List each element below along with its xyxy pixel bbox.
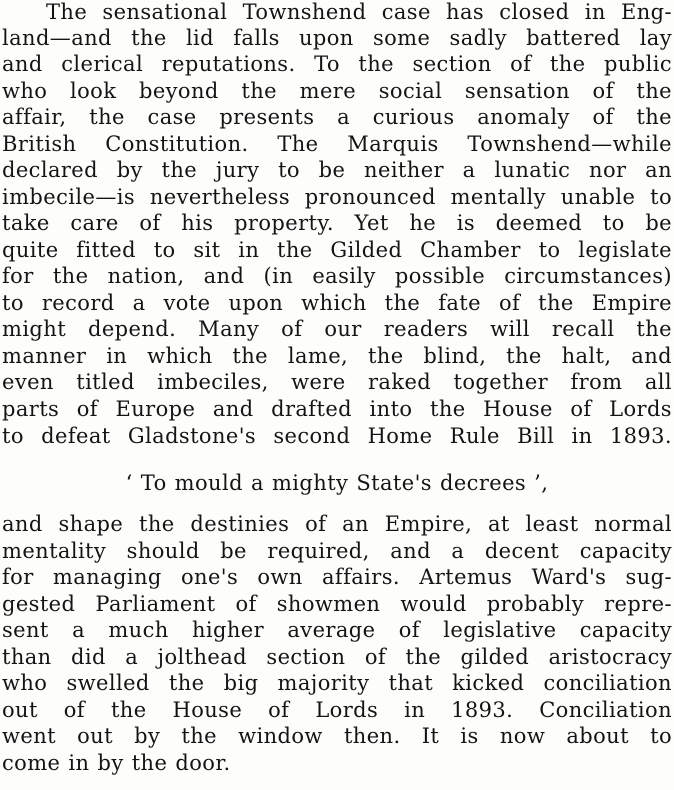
paragraph-one-line: land—and the lid falls upon some sadly battered lay <box>2 26 672 50</box>
paragraph-two-line: went out by the window then. It is now about to <box>2 724 672 748</box>
paragraph-one-line: affair, the case presents a curious anomaly of the <box>2 105 672 129</box>
paragraph-one-line: and clerical reputations. To the section of the public <box>2 52 672 76</box>
paragraph-one-line: to defeat Gladstone's second Home Rule Bill in 1893. <box>2 424 672 448</box>
paragraph-two-line: who swelled the big majority that kicked conciliation <box>2 671 672 695</box>
paragraph-one-line: parts of Europe and drafted into the House of Lords <box>2 397 672 421</box>
paragraph-one-line: quite fitted to sit in the Gilded Chamber to legislate <box>2 238 672 262</box>
paragraph-two-line: sent a much higher average of legislative capacity <box>2 618 672 642</box>
paragraph-two-line: gested Parliament of showmen would probably repre- <box>2 592 672 616</box>
paragraph-one-line: even titled imbeciles, were raked together from all <box>2 370 672 394</box>
paragraph-two-line: than did a jolthead section of the gilded aristocracy <box>2 645 672 669</box>
paragraph-two-line: come in by the door. <box>2 751 231 775</box>
paragraph-one-line: for the nation, and (in easily possible circumstances) <box>2 264 672 288</box>
paragraph-one-line: imbecile—is nevertheless pronounced mentally unable to <box>2 185 672 209</box>
paragraph-one-line: British Constitution. The Marquis Townshend—while <box>2 132 672 156</box>
paragraph-one-line: who look beyond the mere social sensation of the <box>2 79 672 103</box>
paragraph-one-line: The sensational Townshend case has closed in Eng- <box>46 0 672 24</box>
paragraph-one-line: to record a vote upon which the fate of the Empire <box>2 291 672 315</box>
paragraph-two-line: and shape the destinies of an Empire, at least normal <box>2 512 672 536</box>
paragraph-one-line: take care of his property. Yet he is deemed to be <box>2 211 672 235</box>
paragraph-two-line: out of the House of Lords in 1893. Conciliation <box>2 698 672 722</box>
paragraph-one-line: declared by the jury to be neither a lunatic nor an <box>2 158 672 182</box>
paragraph-two-line: mentality should be required, and a decent capacity <box>2 539 672 563</box>
paragraph-two-line: for managing one's own affairs. Artemus Ward's sug- <box>2 565 672 589</box>
quotation-line: ‘ To mould a mighty State's decrees ’, <box>125 471 549 495</box>
paragraph-one-line: manner in which the lame, the blind, the halt, and <box>2 344 672 368</box>
paragraph-one-line: might depend. Many of our readers will recall the <box>2 317 672 341</box>
